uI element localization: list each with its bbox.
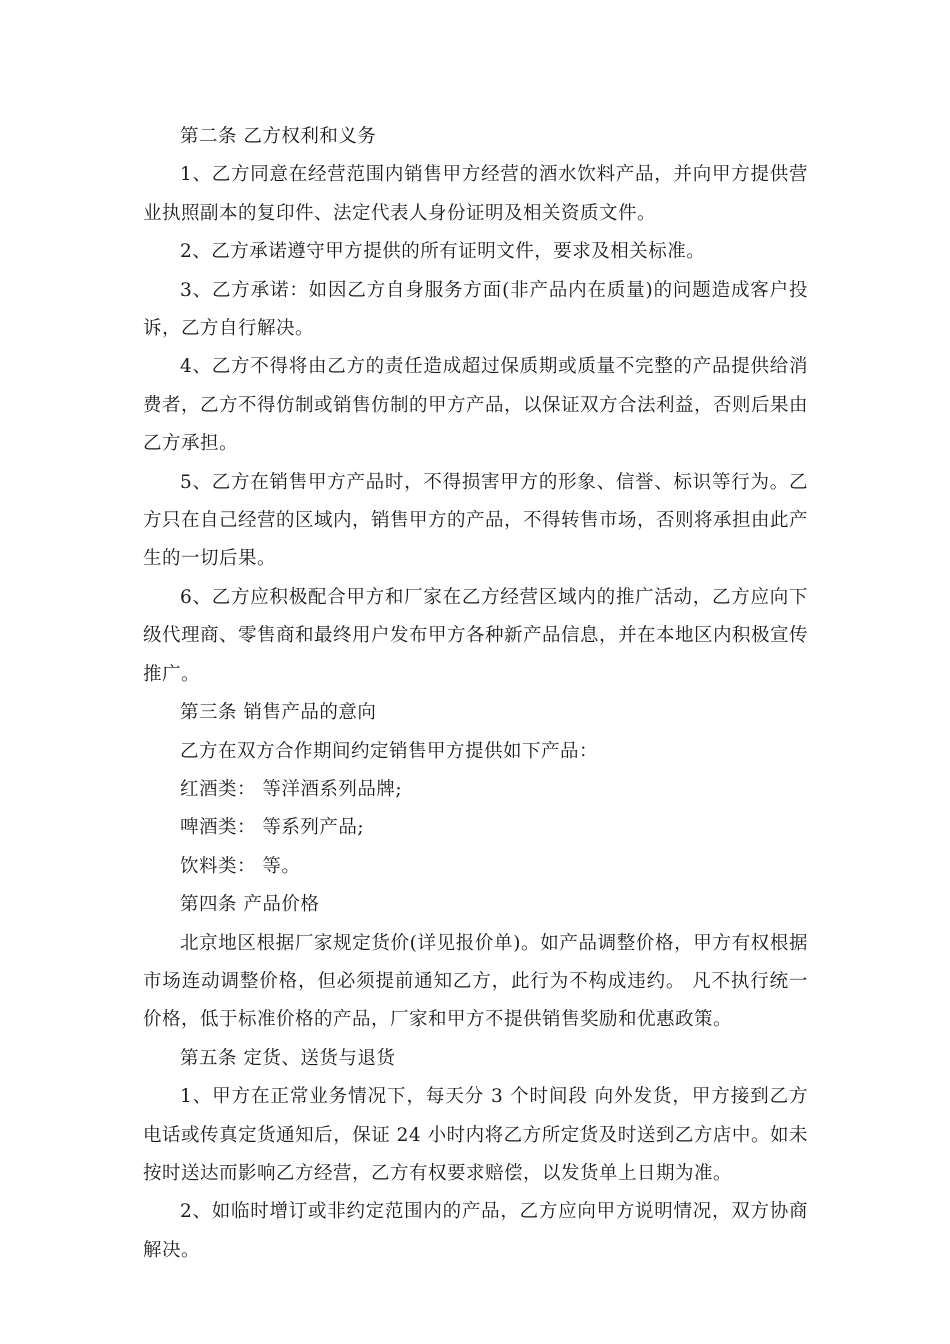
article-4-heading: 第四条 产品价格 (180, 894, 320, 916)
article-5-clause-1: 1、甲方在正常业务情况下，每天分 3 个时间段 向外发货，甲方接到乙方电话或传真定货通知后，保证 24 小时内将乙方所定货及时送到乙方店中。如未按时送达而影响乙方经营，乙方有权要求赔偿，以发货单上日期为准。 (143, 1086, 808, 1184)
article-2-clause-1: 1、乙方同意在经营范围内销售甲方经营的酒水饮料产品，并向甲方提供营业执照副本的复印件、法定代表人身份证明及相关资质文件。 (143, 164, 808, 224)
product-category-beverage: 饮料类： 等。 (180, 855, 301, 877)
article-2-clause-4: 4、乙方不得将由乙方的责任造成超过保质期或质量不完整的产品提供给消费者，乙方不得仿制或销售仿制的甲方产品，以保证双方合法利益，否则后果由乙方承担。 (143, 356, 809, 455)
document-page (143, 118, 808, 1270)
article-2-clause-2: 2、乙方承诺遵守甲方提供的所有证明文件，要求及相关标准。 (180, 241, 706, 263)
article-3-intro: 乙方在双方合作期间约定销售甲方提供如下产品： (180, 740, 599, 762)
article-5-clause-2: 2、如临时增订或非约定范围内的产品，乙方应向甲方说明情况，双方协商解决。 (143, 1201, 808, 1261)
product-category-beer: 啤酒类： 等系列产品; (180, 817, 365, 839)
article-2-heading: 第二条 乙方权利和义务 (180, 126, 377, 147)
product-category-wine: 红酒类： 等洋酒系列品牌; (180, 778, 403, 800)
article-5-heading: 第五条 定货、送货与退货 (180, 1047, 396, 1069)
article-4-body: 北京地区根据厂家规定货价(详见报价单)。如产品调整价格，甲方有权根据市场连动调整价格，但必须提前通知乙方，此行为不构成违约。 凡不执行统一价格，低于标准价格的产品，厂家和甲方不提供销售奖励和优惠政策。 (143, 932, 808, 1031)
article-3-heading: 第三条 销售产品的意向 (180, 702, 377, 724)
article-2-clause-3: 3、乙方承诺：如因乙方自身服务方面(非产品内在质量)的问题造成客户投诉，乙方自行解决。 (143, 279, 808, 340)
article-2-clause-6: 6、乙方应积极配合甲方和厂家在乙方经营区域内的推广活动，乙方应向下级代理商、零售商和最终用户发布甲方各种新产品信息，并在本地区内积极宣传推广。 (143, 586, 809, 685)
article-2-clause-5: 5、乙方在销售甲方产品时，不得损害甲方的形象、信誉、标识等行为。乙方只在自己经营的区域内，销售甲方的产品，不得转售市场，否则将承担由此产生的一切后果。 (143, 471, 809, 570)
